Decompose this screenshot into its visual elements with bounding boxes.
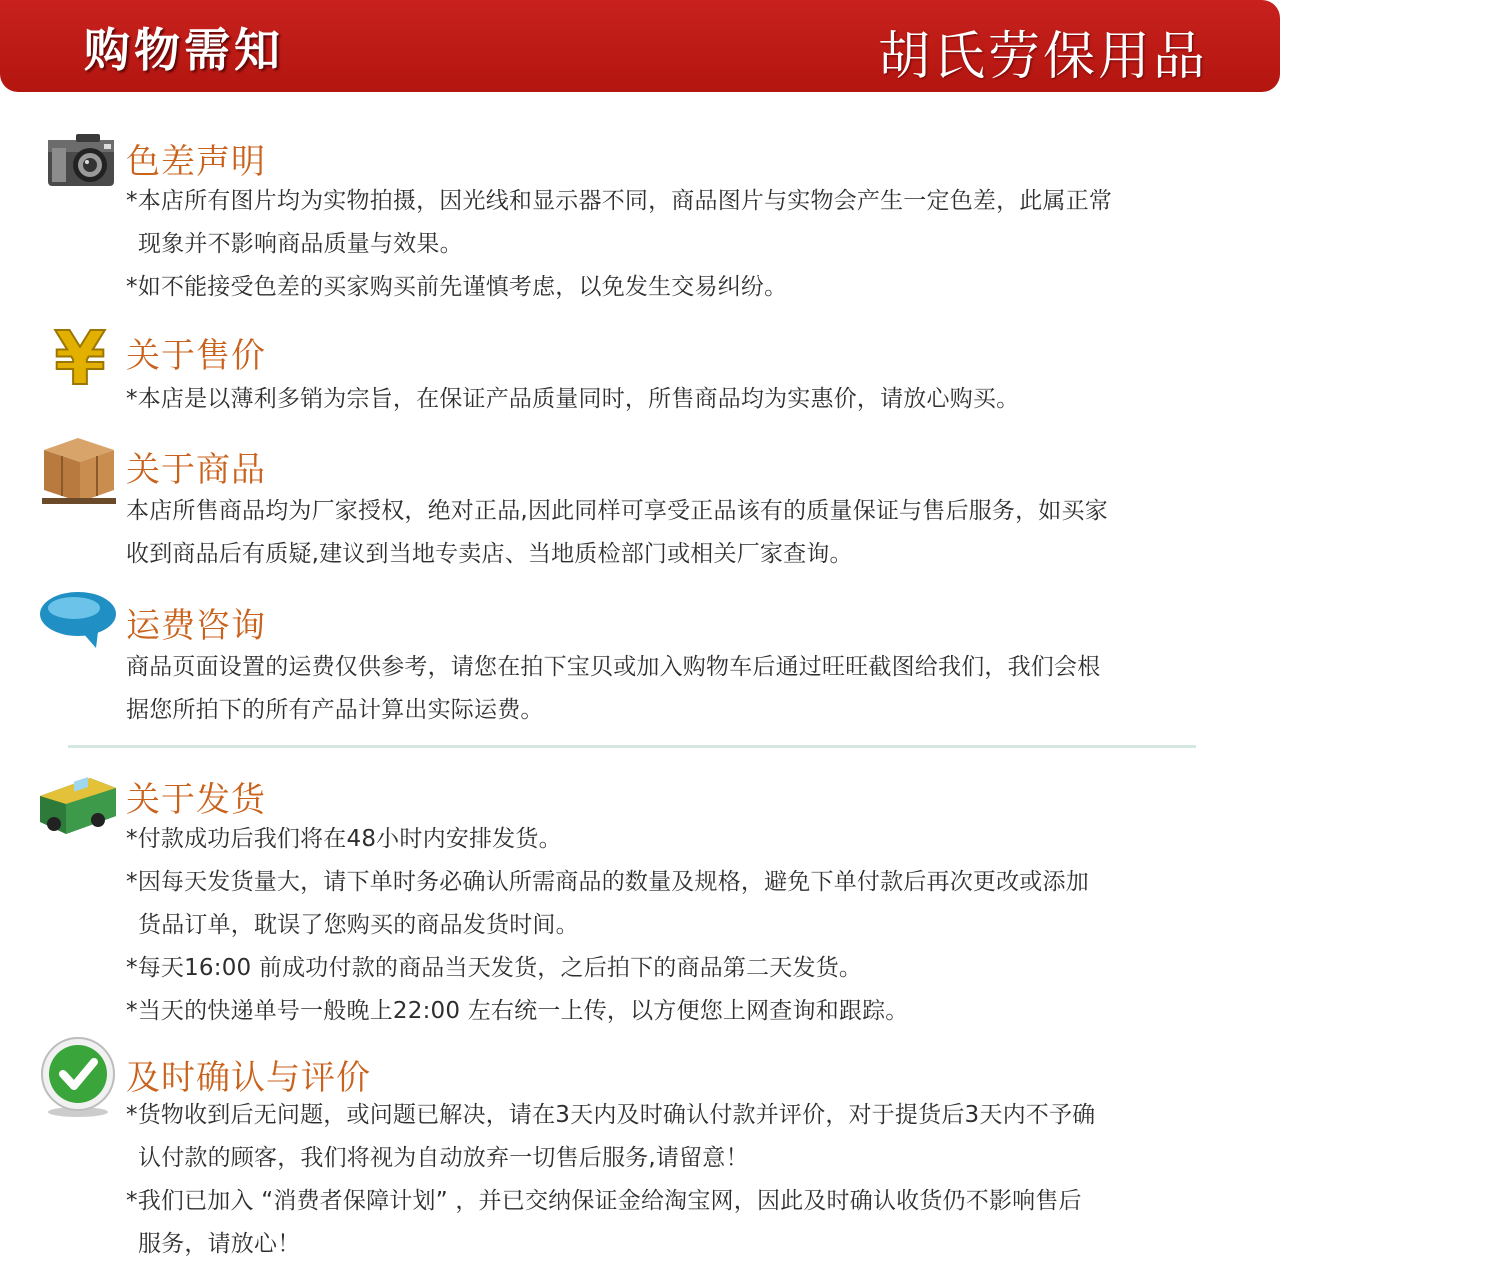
body-line: 现象并不影响商品质量与效果。: [138, 231, 463, 257]
body-line: 商品页面设置的运费仅供参考，请您在拍下宝贝或加入购物车后通过旺旺截图给我们，我们会根: [126, 654, 1101, 680]
section-body: [126, 490, 1216, 576]
body-line: *付款成功后我们将在48小时内安排发货。: [126, 826, 562, 852]
section-divider: [68, 745, 1196, 748]
body-line: *当天的快递单号一般晚上22:00 左右统一上传，以方便您上网查询和跟踪。: [126, 998, 909, 1024]
section-title: 关于发货: [126, 780, 266, 820]
body-line: 认付款的顾客，我们将视为自动放弃一切售后服务,请留意！: [138, 1145, 749, 1171]
section-body: [126, 818, 1216, 1033]
header-right-title: 胡氏劳保用品: [877, 27, 1208, 87]
section-title: 色差声明: [126, 142, 266, 182]
body-line: 本店所售商品均为厂家授权，绝对正品,因此同样可享受正品该有的质量保证与售后服务，如买家: [126, 498, 1108, 524]
header-banner: [0, 0, 1280, 92]
body-line: *每天16:00 前成功付款的商品当天发货，之后拍下的商品第二天发货。: [126, 955, 863, 981]
body-line: 收到商品后有质疑,建议到当地专卖店、当地质检部门或相关厂家查询。: [126, 541, 853, 567]
box-icon: [36, 432, 120, 516]
section-title: 关于商品: [126, 450, 266, 490]
body-line: *本店是以薄利多销为宗旨，在保证产品质量同时，所售商品均为实惠价，请放心购买。: [126, 386, 1020, 412]
yen-icon: [36, 312, 120, 396]
section-body: [126, 180, 1216, 309]
body-line: *我们已加入 “消费者保障计划” ，并已交纳保证金给淘宝网，因此及时确认收货仍不影响售后: [126, 1188, 1082, 1214]
svg-text:¥: ¥: [54, 316, 106, 396]
section-title: 及时确认与评价: [126, 1058, 371, 1098]
body-line: *因每天发货量大，请下单时务必确认所需商品的数量及规格，避免下单付款后再次更改或添加: [126, 869, 1089, 895]
body-line: *本店所有图片均为实物拍摄，因光线和显示器不同，商品图片与实物会产生一定色差，此属正常: [126, 188, 1113, 214]
body-line: *如不能接受色差的买家购买前先谨慎考虑，以免发生交易纠纷。: [126, 274, 788, 300]
section-body: [126, 646, 1216, 732]
body-line: 据您所拍下的所有产品计算出实际运费。: [126, 697, 544, 723]
camera-icon: [36, 128, 120, 212]
truck-icon: [36, 758, 120, 842]
checkmark-icon: [36, 1036, 120, 1120]
header-left-title: 购物需知: [84, 23, 284, 77]
body-line: *货物收到后无问题，或问题已解决，请在3天内及时确认付款并评价，对于提货后3天内不予确: [126, 1102, 1096, 1128]
section-body: [126, 378, 1216, 421]
speech-bubble-icon: [36, 588, 120, 672]
body-line: 服务，请放心！: [138, 1231, 301, 1257]
section-body: [126, 1094, 1216, 1266]
body-line: 货品订单，耽误了您购买的商品发货时间。: [138, 912, 579, 938]
section-title: 关于售价: [126, 336, 266, 376]
section-title: 运费咨询: [126, 606, 266, 646]
